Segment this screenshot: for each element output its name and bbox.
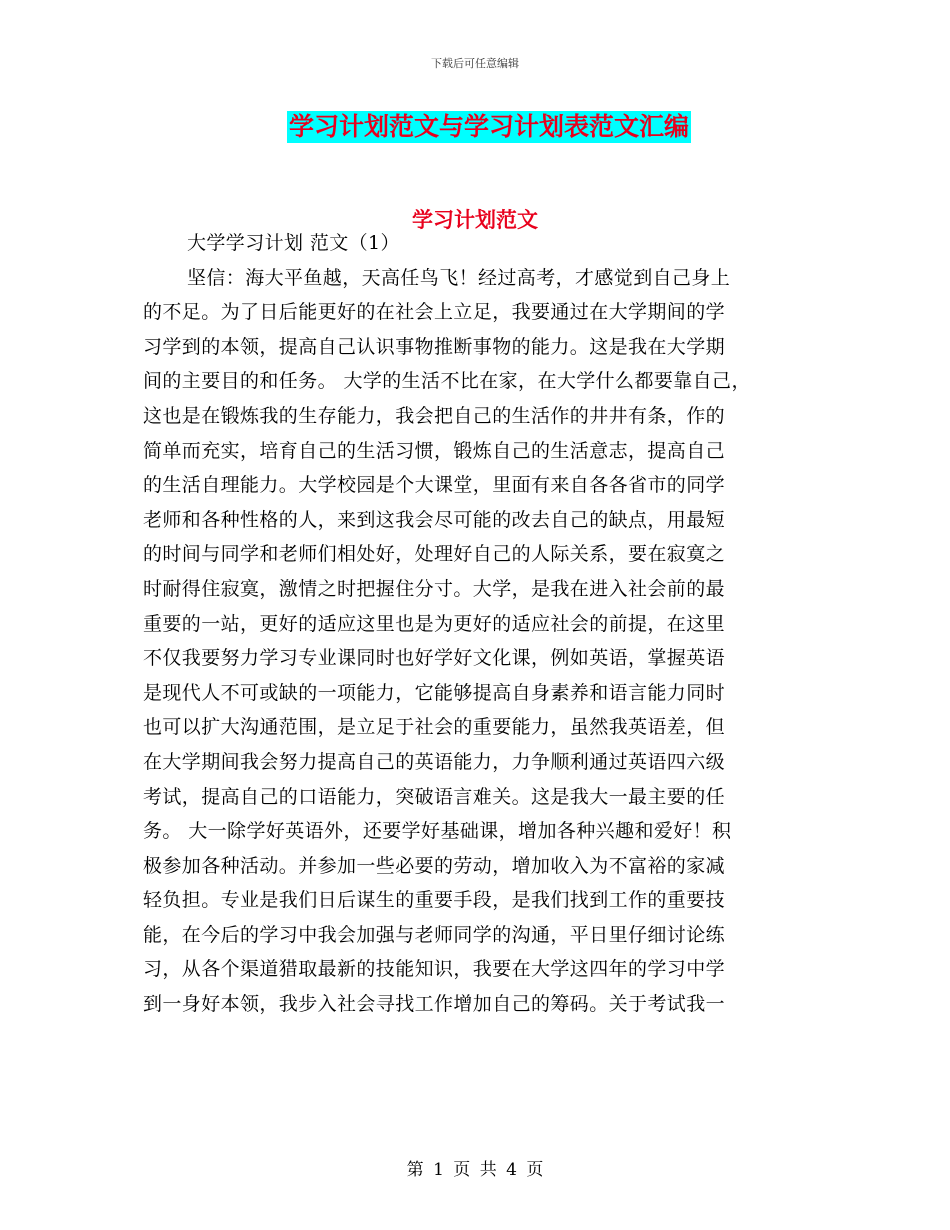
body-text bbox=[143, 226, 813, 1022]
text-line: 不仅我要努力学习专业课同时也好学好文化课，例如英语，掌握英语 bbox=[143, 647, 726, 670]
text-line: 时耐得住寂寞，激情之时把握住分寸。大学，是我在进入社会前的最 bbox=[143, 577, 726, 600]
text-line: 能，在今后的学习中我会加强与老师同学的沟通，平日里仔细讨论练 bbox=[143, 923, 726, 946]
document-title: 学习计划范文与学习计划表范文汇编 bbox=[289, 112, 690, 141]
page-number-footer: 第 1 页 共 4 页 bbox=[406, 1160, 544, 1180]
text-line: 到一身好本领，我步入社会寻找工作增加自己的筹码。关于考试我一 bbox=[143, 993, 726, 1016]
text-line: 这也是在锻炼我的生存能力，我会把自己的生活作的井井有条，作的 bbox=[143, 404, 726, 427]
text-line: 老师和各种性格的人，来到这我会尽可能的改去自己的缺点，用最短 bbox=[143, 508, 726, 531]
text-line: 是现代人不可或缺的一项能力，它能够提高自身素养和语言能力同时 bbox=[143, 681, 726, 704]
text-line: 习，从各个渠道猎取最新的技能知识，我要在大学这四年的学习中学 bbox=[143, 958, 726, 981]
text-line: 重要的一站，更好的适应这里也是为更好的适应社会的前提，在这里 bbox=[143, 612, 726, 635]
text-line: 大学学习计划 范文（1） bbox=[187, 232, 400, 254]
text-line: 的不足。为了日后能更好的在社会上立足，我要通过在大学期间的学 bbox=[143, 301, 726, 324]
text-line: 考试，提高自己的口语能力，突破语言难关。这是我大一最主要的任 bbox=[143, 785, 726, 808]
text-line: 坚信：海大平鱼越，天高任鸟飞！经过高考，才感觉到自己身上 bbox=[187, 266, 731, 289]
text-line: 的时间与同学和老师们相处好，处理好自己的人际关系，要在寂寞之 bbox=[143, 543, 726, 566]
text-line: 极参加各种活动。并参加一些必要的劳动，增加收入为不富裕的家减 bbox=[143, 854, 726, 877]
text-line: 习学到的本领，提高自己认识事物推断事物的能力。这是我在大学期 bbox=[143, 335, 726, 358]
text-line: 轻负担。专业是我们日后谋生的重要手段，是我们找到工作的重要技 bbox=[143, 889, 726, 912]
text-line: 也可以扩大沟通范围，是立足于社会的重要能力，虽然我英语差，但 bbox=[143, 716, 726, 739]
header-note: 下载后可任意编辑 bbox=[431, 57, 519, 70]
text-line: 间的主要目的和任务。 大学的生活不比在家，在大学什么都要靠自己， bbox=[143, 370, 751, 393]
text-line: 简单而充实，培育自己的生活习惯，锻炼自己的生活意志，提高自己 bbox=[143, 439, 726, 462]
text-line: 在大学期间我会努力提高自己的英语能力，力争顺利通过英语四六级 bbox=[143, 750, 726, 773]
section-title: 学习计划范文 bbox=[412, 208, 538, 232]
text-line: 务。 大一除学好英语外，还要学好基础课，增加各种兴趣和爱好！积 bbox=[143, 820, 732, 843]
text-line: 的生活自理能力。大学校园是个大课堂，里面有来自各各省市的同学 bbox=[143, 474, 726, 497]
